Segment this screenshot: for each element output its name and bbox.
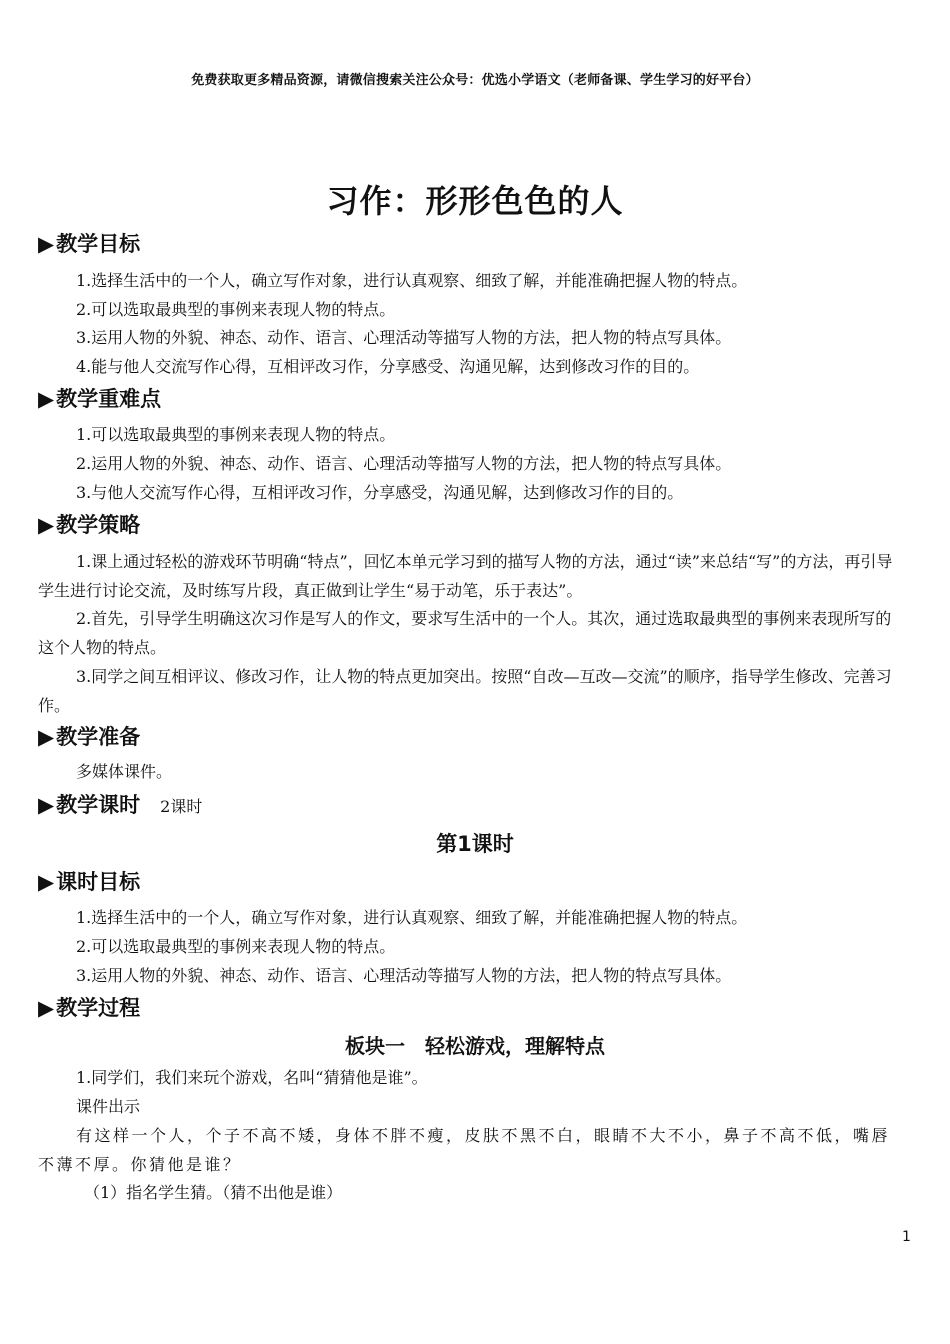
heading-teaching-goals — [38, 230, 140, 258]
triangle-marker-icon: ▶ — [38, 793, 55, 817]
process-step: 1.同学们，我们来玩个游戏，名叫“猜猜他是谁”。 — [76, 1068, 428, 1087]
heading-label: 课时目标 — [56, 870, 141, 894]
triangle-marker-icon: ▶ — [38, 387, 55, 411]
heading-strategy — [38, 511, 140, 539]
goal-item: 3.运用人物的外貌、神态、动作、语言、心理活动等描写人物的方法，把人物的特点写具体。 — [76, 328, 732, 347]
preparation-text: 多媒体课件。 — [76, 762, 173, 781]
process-sub-step: （1）指名学生猜。（猜不出他是谁） — [84, 1183, 343, 1202]
heading-preparation — [38, 723, 140, 751]
heading-lesson-goals — [38, 868, 140, 896]
key-point-item: 3.与他人交流写作心得，互相评改习作，分享感受，沟通见解，达到修改习作的目的。 — [76, 483, 684, 502]
block-title: 板块一 轻松游戏，理解特点 — [345, 1034, 605, 1058]
promo-banner: 免费获取更多精品资源，请微信搜索关注公众号：优选小学语文（老师备课、学生学习的好平台） — [191, 73, 759, 88]
heading-label: 教学过程 — [56, 996, 141, 1020]
triangle-marker-icon: ▶ — [38, 513, 55, 537]
key-point-item: 2.运用人物的外貌、神态、动作、语言、心理活动等描写人物的方法，把人物的特点写具体。 — [76, 454, 732, 473]
heading-hours — [38, 791, 202, 821]
heading-label: 教学课时 — [56, 793, 141, 817]
triangle-marker-icon: ▶ — [38, 996, 55, 1020]
heading-key-points — [38, 385, 161, 413]
heading-label: 教学准备 — [56, 725, 141, 749]
lesson-goal-item: 2.可以选取最典型的事例来表现人物的特点。 — [76, 937, 396, 956]
courseware-label: 课件出示 — [76, 1097, 141, 1116]
courseware-text: 有这样一个人，个子不高不矮，身体不胖不瘦，皮肤不黑不白，眼睛不大不小，鼻子不高不低，嘴唇不薄不厚。你猜他是谁？ — [38, 1126, 891, 1174]
triangle-marker-icon: ▶ — [38, 870, 55, 894]
strategy-paragraph: 1.课上通过轻松的游戏环节明确“特点”，回忆本单元学习到的描写人物的方法，通过“读”来总结“写”的方法，再引导学生进行讨论交流，及时练写片段，真正做到让学生“易于动笔，乐于表达”。 — [38, 552, 893, 600]
heading-label: 教学策略 — [56, 513, 141, 537]
strategy-paragraph: 3.同学之间互相评议、修改习作，让人物的特点更加突出。按照“自改—互改—交流”的顺序，指导学生修改、完善习作。 — [38, 667, 892, 715]
page-title: 习作：形形色色的人 — [326, 182, 624, 220]
lesson-title: 第1课时 — [436, 832, 514, 856]
heading-process — [38, 994, 140, 1022]
strategy-paragraph: 2.首先，引导学生明确这次习作是写人的作文，要求写生活中的一个人。其次，通过选取最典型的事例来表现所写的这个人物的特点。 — [38, 609, 892, 657]
lesson-goal-item: 1.选择生活中的一个人，确立写作对象，进行认真观察、细致了解，并能准确把握人物的特点。 — [76, 908, 748, 927]
heading-label: 教学目标 — [56, 232, 141, 256]
page-number: 1 — [902, 1229, 911, 1245]
hours-value: 2课时 — [160, 797, 203, 816]
goal-item: 1.选择生活中的一个人，确立写作对象，进行认真观察、细致了解，并能准确把握人物的特点。 — [76, 271, 748, 290]
goal-item: 4.能与他人交流写作心得，互相评改习作，分享感受、沟通见解，达到修改习作的目的。 — [76, 357, 700, 376]
triangle-marker-icon: ▶ — [38, 725, 55, 749]
goal-item: 2.可以选取最典型的事例来表现人物的特点。 — [76, 300, 396, 319]
triangle-marker-icon: ▶ — [38, 232, 55, 256]
lesson-goal-item: 3.运用人物的外貌、神态、动作、语言、心理活动等描写人物的方法，把人物的特点写具体。 — [76, 966, 732, 985]
heading-label: 教学重难点 — [56, 387, 162, 411]
key-point-item: 1.可以选取最典型的事例来表现人物的特点。 — [76, 425, 396, 444]
